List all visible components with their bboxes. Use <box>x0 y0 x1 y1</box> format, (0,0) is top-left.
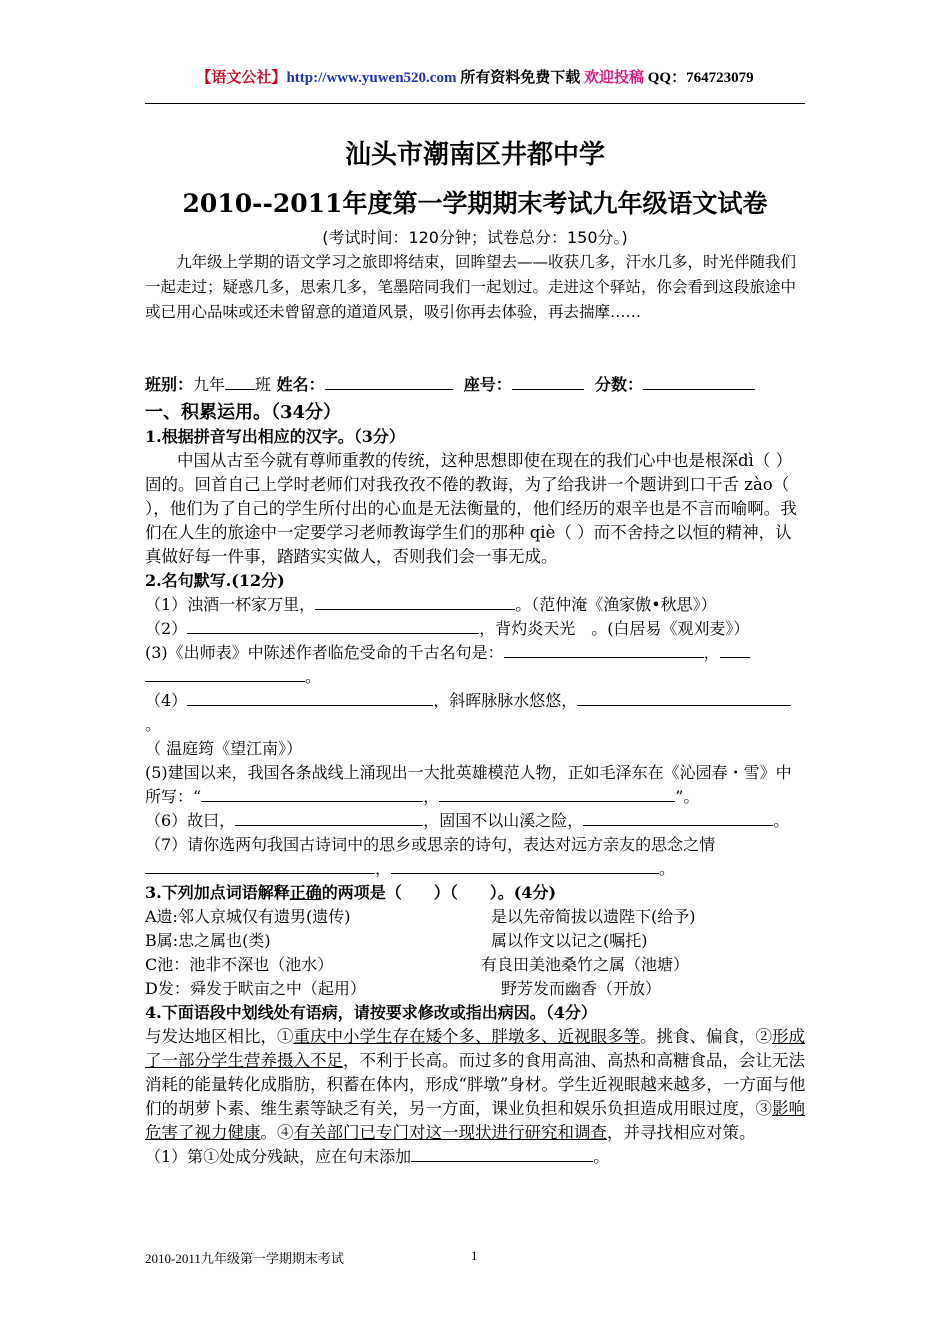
q3-option-c: C池：池非不深也（池水） 有良田美池桑竹之属（池塘） <box>145 955 690 974</box>
intro-paragraph: 九年级上学期的语文学习之旅即将结束，回眸望去——收获几多，汗水几多，时光伴随我们一起走过；疑惑几多，思索几多，笔墨陪同我们一起划过。走进这个驿站，你会看到这段旅途中或已用心品味或还未曾留意的道道风景，吸引你再去体验，再去揣摩…… <box>145 253 797 321</box>
q3-heading: 3.下列加点词语解释正确的两项是（ ）（ ）。(4分) <box>145 883 557 902</box>
q2-line3-cont: 。 <box>145 665 807 689</box>
exam-subtitle: (考试时间：120分钟；试卷总分：150分。) <box>322 228 628 247</box>
answer-blank[interactable] <box>583 809 773 826</box>
q2-line7-blanks: ， 。 <box>145 857 807 881</box>
answer-blank[interactable] <box>235 809 423 826</box>
exam-body <box>145 373 807 1169</box>
url-link[interactable]: www.yuwen520.com <box>326 70 457 86</box>
q4-paragraph: 与发达地区相比，①重庆中小学生存在矮个多、胖墩多、近视眼多等。挑食、偏食，②形成了一部分学生营养摄入不足，不利于长高。而过多的食用高油、高热和高糖食品，会让无法消耗的能量转化成脂肪，积蓄在体内，形成“胖墩”身材。学生近视眼越来越多，一方面与他们的胡萝卜素、维生素等缺乏有关，另一方面，课业负担和娱乐负担造成用眼过度，③影响危害了视力健康。④有关部门已专门对这一现状进行研究和调查，并寻找相应对策。 <box>145 1027 806 1142</box>
score-blank[interactable] <box>643 373 755 390</box>
q2-line4: （4） ，斜晖脉脉水悠悠，。 <box>145 689 807 737</box>
answer-blank[interactable] <box>504 641 704 658</box>
q2-line4-source: （ 温庭筠《望江南》） <box>145 739 303 758</box>
qq-text: QQ：764723079 <box>643 70 754 86</box>
answer-blank[interactable] <box>145 665 305 682</box>
q3-option-a: A遗:邻人京城仅有遗男(遗传) 是以先帝简拔以遗陛下(给予) <box>145 907 696 926</box>
underlined-sentence-2: 形成了一部分学生营养摄入不足 <box>145 1027 805 1070</box>
class-blank[interactable] <box>225 373 255 390</box>
free-download-text: 所有资料免费下载 <box>456 70 584 86</box>
q2-line6: （6）故曰， ，固国不以山溪之险， 。 <box>145 811 790 830</box>
answer-blank[interactable] <box>187 689 433 706</box>
page-footer <box>145 1248 478 1267</box>
q2-line7: （7）请你选两句我国古诗词中的思乡或思亲的诗句，表达对远方亲友的思念之情 <box>145 835 716 854</box>
site-header <box>0 66 950 87</box>
page-number: 1 <box>471 1248 478 1263</box>
q3-option-d: D发：舜发于畎亩之中（起用） 野芳发而幽香（开放） <box>145 979 662 998</box>
footer-title: 2010-2011九年级第一学期期末考试 <box>145 1251 344 1266</box>
underlined-sentence-3: 影响危害了视力健康 <box>145 1099 805 1142</box>
contribute-text: 欢迎投稿 <box>583 70 644 86</box>
q1-text: 中国从古至今就有尊师重教的传统，这种思想即使在现在的我们心中也是根深dì（ ）固的。回首自己上学时老师们对我孜孜不倦的教诲，为了给我讲一个题讲到口干舌 zào（ ），他们为了自己的学生所付出的心血是无法衡量的，他们经历的艰辛也是不言而喻啊。我们在人生的旅途中一定要学习老师教诲学生们的那种 qiè（ ）而不舍持之以恒的精神，认真做好每一件事，踏踏实实做人，否则我们会一事无成。 <box>145 451 797 566</box>
q3-option-b: B属:忠之属也(类) 属以作文以记之(嘱托) <box>145 931 648 950</box>
q2-line2: （2） ，背灼炎天光 。(白居易《观刈麦》） <box>145 619 750 638</box>
answer-blank[interactable] <box>315 593 515 610</box>
seat-blank[interactable] <box>512 373 584 390</box>
answer-blank[interactable] <box>187 617 479 634</box>
url-prefix[interactable]: http:// <box>286 70 327 86</box>
answer-blank[interactable] <box>201 785 423 802</box>
name-blank[interactable] <box>325 373 453 390</box>
answer-blank[interactable] <box>577 689 791 706</box>
student-info-row: 班别：九年 班 姓名： 座号： 分数： <box>145 373 807 397</box>
underlined-sentence-4: 有关部门已专门对这一现状进行研究和调查 <box>293 1123 607 1142</box>
header-divider <box>145 103 805 104</box>
school-title: 汕头市潮南区井都中学 <box>344 140 605 170</box>
section1-heading: 一、积累运用。（34分） <box>145 402 342 423</box>
brand-label: 【语文公社】 <box>196 70 287 86</box>
q1-heading: 1.根据拼音写出相应的汉字。（3分） <box>145 427 405 446</box>
q2-heading: 2.名句默写.(12分) <box>145 571 285 590</box>
underlined-sentence-1: 重庆中小学生存在矮个多、胖墩多、近视眼多等 <box>293 1027 640 1046</box>
answer-blank[interactable] <box>145 857 375 874</box>
q2-line3: (3)《出师表》中陈述作者临危受命的千古名句是： ， <box>145 641 807 665</box>
q2-line5: (5)建国以来，我国各条战线上涌现出一大批英雄模范人物，正如毛泽东在《沁园春・雪》中所写：“ ， ”。 <box>145 763 792 806</box>
answer-blank[interactable] <box>439 785 675 802</box>
answer-blank[interactable] <box>720 641 750 658</box>
answer-blank[interactable] <box>391 857 659 874</box>
q2-line1: （1）浊酒一杯家万里， 。（范仲淹《渔家傲•秋思》） <box>145 595 717 614</box>
q4-sub1: （1）第①处成分残缺，应在句末添加 。 <box>145 1147 610 1166</box>
exam-title: 2010--2011年度第一学期期末考试九年级语文试卷 <box>182 189 768 218</box>
q4-heading: 4.下面语段中划线处有语病，请按要求修改或指出病因。（4分） <box>145 1003 597 1022</box>
answer-blank[interactable] <box>411 1145 593 1162</box>
